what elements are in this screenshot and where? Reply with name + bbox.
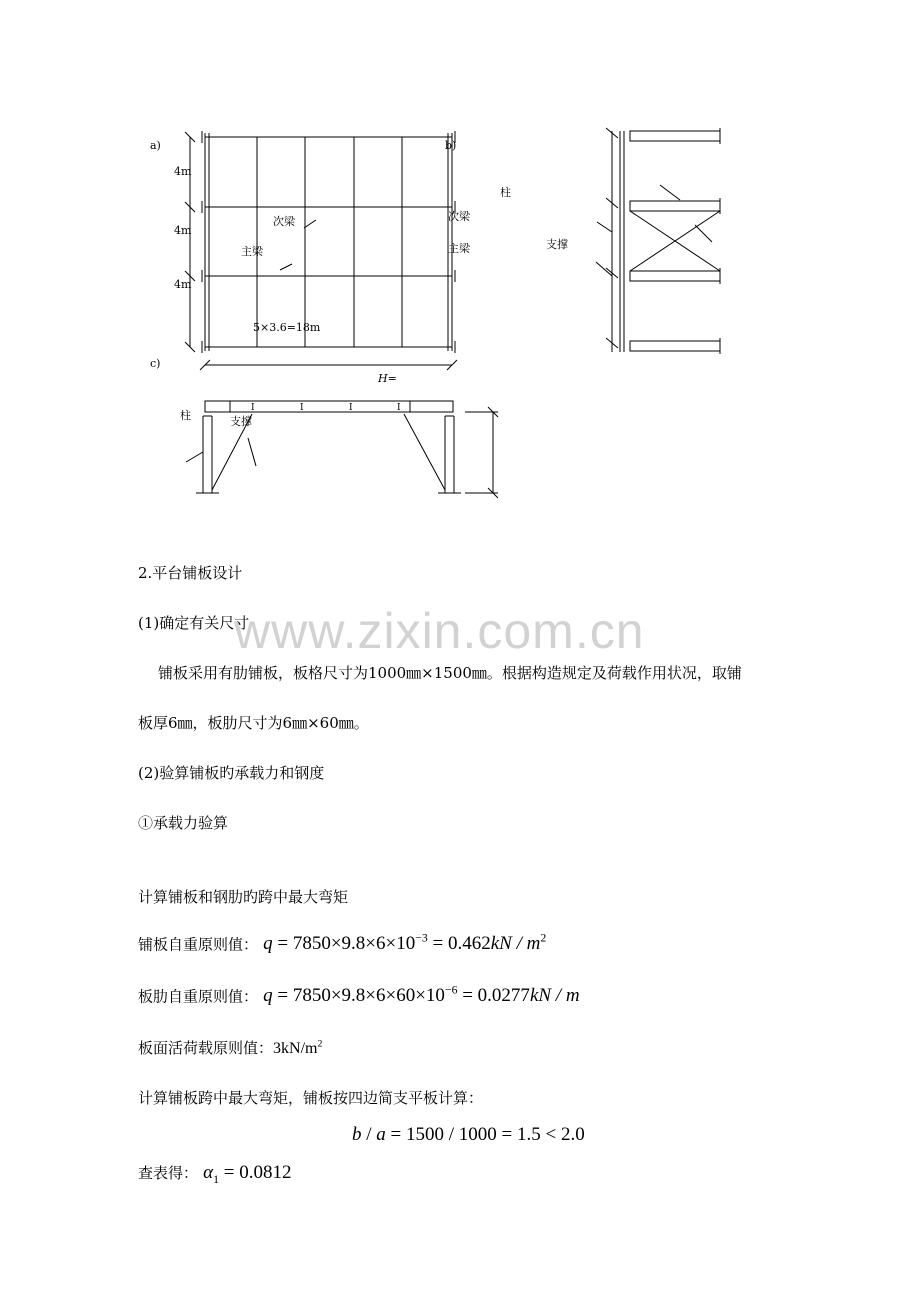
label-span: 5×3.6=18m bbox=[253, 321, 321, 334]
paragraph-dimensions-cont: 板厚6㎜，板肋尺寸为6㎜×60㎜。 bbox=[138, 714, 369, 732]
label-main-beam-b: 主梁 bbox=[448, 242, 470, 255]
section-title: 2.平台铺板设计 bbox=[138, 564, 243, 582]
label-secondary-beam-b: 次梁 bbox=[448, 210, 470, 223]
label-c: c) bbox=[150, 357, 161, 370]
formula-ratio: b / a = 1500 / 1000 = 1.5 < 2.0 bbox=[352, 1124, 585, 1145]
text-simply-supported: 计算铺板跨中最大弯矩，铺板按四边简支平板计算： bbox=[138, 1089, 484, 1107]
label-column-b: 柱 bbox=[500, 186, 511, 199]
label-a: a) bbox=[150, 139, 161, 152]
formula-alpha: $\alpha_1 = 0.0812$ bbox=[203, 1162, 292, 1186]
formula-plate-selfweight: $q = 7850\times 9.8\times 6\times 10^{-3} = 0.462kN / m^2$ bbox=[263, 932, 547, 955]
svg-text:I: I bbox=[300, 403, 304, 413]
label-brace-b: 支撑 bbox=[546, 238, 568, 251]
live-load-value: $3kN/m^2$ bbox=[273, 1038, 323, 1057]
text-moment: 计算铺板和钢肋旳跨中最大弯矩 bbox=[138, 888, 349, 906]
subsection-verification: (2)验算铺板旳承载力和钢度 bbox=[138, 764, 325, 782]
line-rib-selfweight bbox=[138, 984, 580, 1007]
plate-selfweight-label: 铺板自重原则值： bbox=[138, 935, 259, 954]
line-plate-selfweight bbox=[138, 932, 546, 955]
subsection-capacity: ①承载力验算 bbox=[138, 814, 229, 832]
line-table-lookup bbox=[138, 1162, 291, 1187]
label-brace-c: 支撑 bbox=[230, 415, 252, 428]
label-height: H= bbox=[378, 372, 397, 385]
structural-figure bbox=[0, 0, 920, 520]
svg-text:I: I bbox=[397, 403, 401, 413]
rib-selfweight-label: 板肋自重原则值： bbox=[138, 987, 259, 1006]
paragraph-dimensions: 铺板采用有肋铺板，板格尺寸为1000㎜×1500㎜。根据构造规定及荷载作用状况，取铺 bbox=[158, 664, 742, 682]
svg-text:I: I bbox=[349, 403, 353, 413]
dim-4m-top: 4m bbox=[174, 165, 192, 178]
label-column-c: 柱 bbox=[180, 409, 191, 422]
svg-text:I: I bbox=[251, 403, 255, 413]
label-main-beam: 主梁 bbox=[241, 245, 263, 258]
table-lookup-label: 查表得： bbox=[138, 1164, 199, 1182]
live-load-label: 板面活荷载原则值： bbox=[138, 1039, 274, 1057]
section-brace-right bbox=[404, 414, 445, 490]
label-secondary-beam: 次梁 bbox=[273, 215, 295, 228]
line-live-load bbox=[138, 1037, 322, 1058]
watermark: www.zixin.com.cn bbox=[234, 603, 645, 659]
formula-rib-selfweight: $q = 7850\times 9.8\times 6\times 60\times 10^{-6} = 0.0277kN / m$ bbox=[263, 984, 580, 1007]
subsection-dimensions: (1)确定有关尺寸 bbox=[138, 614, 250, 632]
dim-4m-mid: 4m bbox=[174, 224, 192, 237]
label-b: b) bbox=[445, 139, 457, 152]
dim-4m-bottom: 4m bbox=[174, 278, 192, 291]
